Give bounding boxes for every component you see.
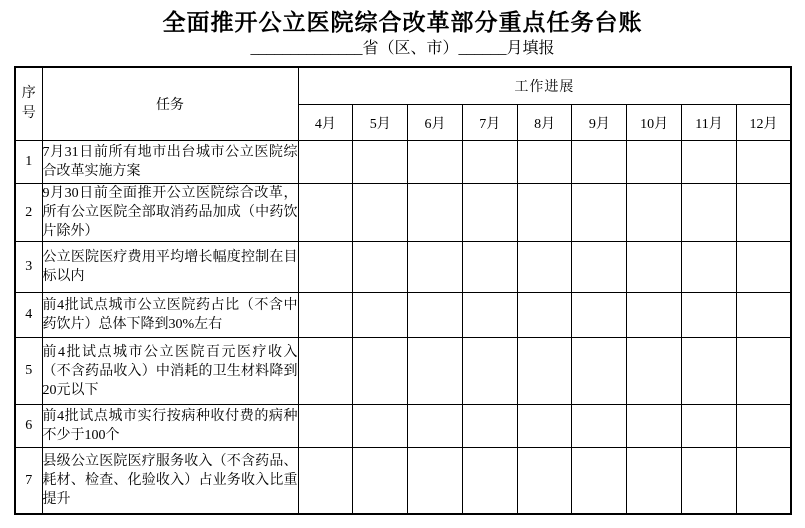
progress-cell[interactable] <box>572 293 627 338</box>
progress-cell[interactable] <box>408 448 463 515</box>
task-cell: 县级公立医院医疗服务收入（不含药品、耗材、检查、化验收入）占业务收入比重提升 <box>42 448 298 515</box>
progress-cell[interactable] <box>517 405 572 448</box>
header-task: 任务 <box>42 67 298 141</box>
progress-cell[interactable] <box>462 184 517 242</box>
progress-cell[interactable] <box>572 141 627 184</box>
task-cell: 前4批试点城市实行按病种收付费的病种不少于100个 <box>42 405 298 448</box>
progress-cell[interactable] <box>736 141 791 184</box>
header-row-top <box>15 67 791 105</box>
progress-cell[interactable] <box>627 448 682 515</box>
row-index: 2 <box>15 184 42 242</box>
progress-cell[interactable] <box>353 448 408 515</box>
progress-cell[interactable] <box>408 405 463 448</box>
progress-cell[interactable] <box>627 405 682 448</box>
header-index: 序号 <box>15 67 42 141</box>
header-month-11: 11月 <box>682 105 737 141</box>
progress-cell[interactable] <box>298 338 353 405</box>
header-month-12: 12月 <box>736 105 791 141</box>
progress-cell[interactable] <box>517 448 572 515</box>
table-row <box>15 242 791 293</box>
task-cell: 前4批试点城市公立医院药占比（不含中药饮片）总体下降到30%左右 <box>42 293 298 338</box>
table-row <box>15 338 791 405</box>
province-blank-field[interactable]: ______________ <box>250 40 363 57</box>
table-row <box>15 293 791 338</box>
progress-cell[interactable] <box>462 448 517 515</box>
progress-cell[interactable] <box>736 338 791 405</box>
progress-cell[interactable] <box>462 242 517 293</box>
progress-cell[interactable] <box>353 293 408 338</box>
progress-cell[interactable] <box>682 242 737 293</box>
header-month-4: 4月 <box>298 105 353 141</box>
progress-cell[interactable] <box>517 184 572 242</box>
progress-cell[interactable] <box>298 405 353 448</box>
row-index: 6 <box>15 405 42 448</box>
progress-cell[interactable] <box>736 448 791 515</box>
progress-cell[interactable] <box>353 141 408 184</box>
progress-cell[interactable] <box>353 242 408 293</box>
task-cell: 7月31日前所有地市出台城市公立医院综合改革实施方案 <box>42 141 298 184</box>
progress-cell[interactable] <box>517 141 572 184</box>
progress-cell[interactable] <box>627 242 682 293</box>
progress-cell[interactable] <box>408 242 463 293</box>
month-label: 月填报 <box>506 40 555 57</box>
progress-cell[interactable] <box>682 184 737 242</box>
progress-cell[interactable] <box>682 141 737 184</box>
progress-cell[interactable] <box>462 141 517 184</box>
row-index: 5 <box>15 338 42 405</box>
row-index: 1 <box>15 141 42 184</box>
progress-cell[interactable] <box>517 242 572 293</box>
progress-cell[interactable] <box>298 242 353 293</box>
header-month-7: 7月 <box>462 105 517 141</box>
progress-cell[interactable] <box>627 293 682 338</box>
header-month-5: 5月 <box>353 105 408 141</box>
subtitle <box>0 39 805 59</box>
progress-cell[interactable] <box>682 293 737 338</box>
progress-cell[interactable] <box>298 141 353 184</box>
progress-cell[interactable] <box>736 242 791 293</box>
table-row <box>15 405 791 448</box>
progress-cell[interactable] <box>682 448 737 515</box>
row-index: 7 <box>15 448 42 515</box>
progress-cell[interactable] <box>298 448 353 515</box>
progress-cell[interactable] <box>572 448 627 515</box>
task-cell: 9月30日前全面推开公立医院综合改革，所有公立医院全部取消药品加成（中药饮片除外） <box>42 184 298 242</box>
progress-cell[interactable] <box>572 405 627 448</box>
table-row <box>15 448 791 515</box>
progress-cell[interactable] <box>353 338 408 405</box>
header-month-10: 10月 <box>627 105 682 141</box>
task-cell: 前4批试点城市公立医院百元医疗收入（不含药品收入）中消耗的卫生材料降到20元以下 <box>42 338 298 405</box>
progress-cell[interactable] <box>682 405 737 448</box>
progress-cell[interactable] <box>682 338 737 405</box>
task-ledger-table <box>14 66 792 515</box>
progress-cell[interactable] <box>462 338 517 405</box>
progress-cell[interactable] <box>408 338 463 405</box>
row-index: 4 <box>15 293 42 338</box>
progress-cell[interactable] <box>408 141 463 184</box>
progress-cell[interactable] <box>408 184 463 242</box>
progress-cell[interactable] <box>353 405 408 448</box>
table-row <box>15 184 791 242</box>
progress-cell[interactable] <box>462 405 517 448</box>
progress-cell[interactable] <box>298 184 353 242</box>
progress-cell[interactable] <box>736 184 791 242</box>
month-blank-field[interactable]: ______ <box>458 40 507 57</box>
progress-cell[interactable] <box>736 293 791 338</box>
progress-cell[interactable] <box>517 338 572 405</box>
progress-cell[interactable] <box>462 293 517 338</box>
progress-cell[interactable] <box>572 338 627 405</box>
page-title: 全面推开公立医院综合改革部分重点任务台账 <box>162 10 643 35</box>
progress-cell[interactable] <box>627 141 682 184</box>
task-cell: 公立医院医疗费用平均增长幅度控制在目标以内 <box>42 242 298 293</box>
progress-cell[interactable] <box>353 184 408 242</box>
header-month-9: 9月 <box>572 105 627 141</box>
progress-cell[interactable] <box>298 293 353 338</box>
table-row <box>15 141 791 184</box>
progress-cell[interactable] <box>408 293 463 338</box>
province-label: 省（区、市） <box>362 40 459 57</box>
row-index: 3 <box>15 242 42 293</box>
header-progress: 工作进展 <box>298 67 791 105</box>
progress-cell[interactable] <box>517 293 572 338</box>
progress-cell[interactable] <box>572 242 627 293</box>
header-month-6: 6月 <box>408 105 463 141</box>
progress-cell[interactable] <box>627 338 682 405</box>
progress-cell[interactable] <box>736 405 791 448</box>
progress-cell[interactable] <box>572 184 627 242</box>
progress-cell[interactable] <box>627 184 682 242</box>
header-month-8: 8月 <box>517 105 572 141</box>
